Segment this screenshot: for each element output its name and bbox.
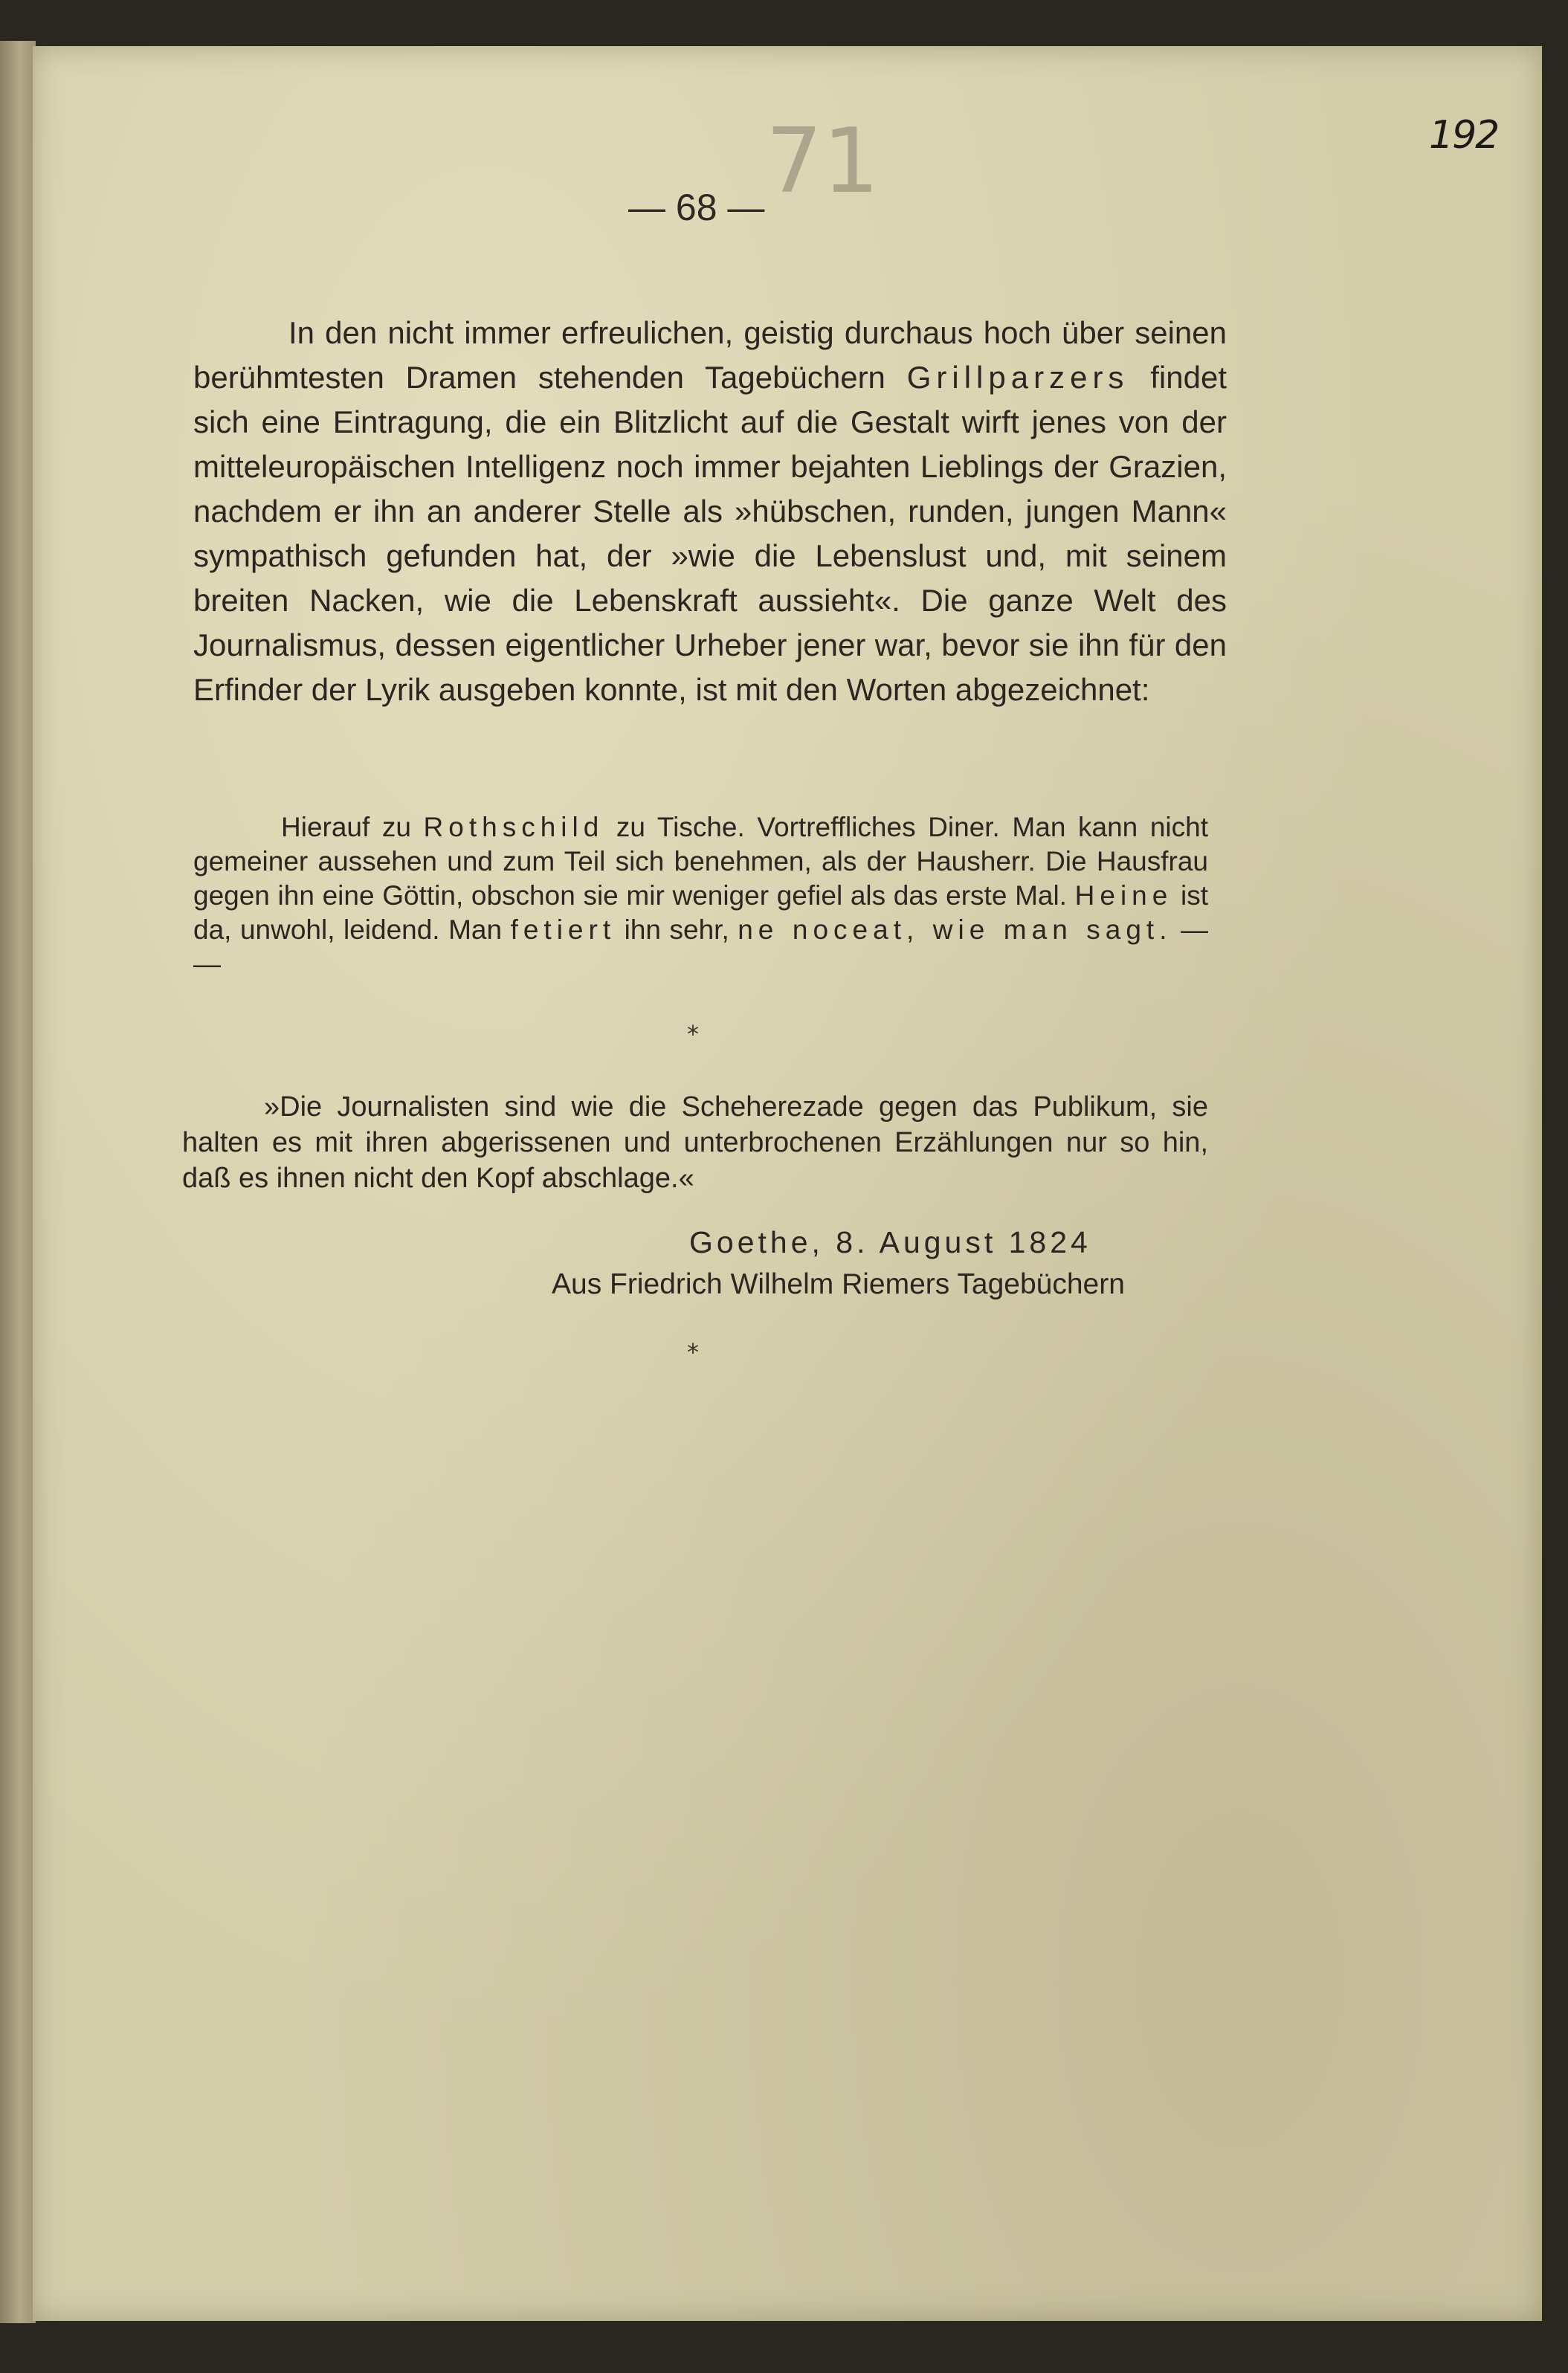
quote-part-3: ist da, unwohl, leidend. Man xyxy=(193,880,1209,945)
book-spine-edge xyxy=(0,41,36,2323)
quote-part-4: ihn sehr, xyxy=(616,914,738,945)
quote-part-1: Hierauf zu xyxy=(281,812,424,842)
main-text-rest: findet sich eine Eintragung, die ein Blitzlicht auf die Gestalt wirft jenes von der mitteleuropäischen Intelligenz noch immer bejahten Lieblings der Grazien, nachdem er ihn an anderer Stelle als »hübschen, runden, jungen Mann« sympathisch gefunden hat, der »wie die Lebenslust und, mit seinem breiten Nacken, wie die Lebenskraft aussieht«. Die ganze Welt des Journalismus, dessen eigentlicher Urheber jener war, bevor sie ihn für den Erfinder der Lyrik ausgeben konnte, ist mit den Worten abgezeichnet: xyxy=(193,360,1227,707)
spaced-name-rothschild: Rothschild xyxy=(423,812,604,842)
quote-part-5: — — xyxy=(193,914,1209,979)
spaced-word-fetiert: fetiert xyxy=(510,914,616,945)
main-text-start: In den nicht immer erfreulichen, geistig durchaus hoch über seinen berühmtesten Dramen stehenden Tagebüchern xyxy=(193,315,1227,395)
page-number: — 68 — xyxy=(628,187,765,228)
spaced-name-grillparzer: Grillparzers xyxy=(906,360,1129,395)
main-paragraph xyxy=(193,311,1227,712)
spaced-phrase-ne-noceat: ne noceat, wie man sagt. xyxy=(738,914,1172,945)
spaced-name-heine: Heine xyxy=(1074,880,1173,911)
epigraph-author-date: Goethe, 8. August 1824 xyxy=(689,1225,1091,1259)
asterisk-separator-bottom: * xyxy=(687,1338,699,1366)
goethe-epigraph: »Die Journalisten sind wie die Scheherezade gegen das Publikum, sie halten es mit ihren abgerissenen und unterbrochenen Erzählungen nur so hin, daß es ihnen nicht den Kopf abschlage.« xyxy=(182,1091,1208,1194)
epigraph-source: Aus Friedrich Wilhelm Riemers Tagebüchern xyxy=(552,1268,1125,1300)
quote-part-2: zu Tische. Vortreffliches Diner. Man kann nicht gemeiner aussehen und zum Teil sich benehmen, als der Hausherr. Die Hausfrau gegen ihn eine Göttin, obschon sie mir weniger gefiel als das erste Mal. xyxy=(193,812,1208,911)
folio-number: 192 xyxy=(1429,113,1499,158)
diary-quote xyxy=(193,810,1208,981)
pencil-annotation: 71 xyxy=(766,110,880,213)
asterisk-separator: * xyxy=(687,1020,699,1048)
